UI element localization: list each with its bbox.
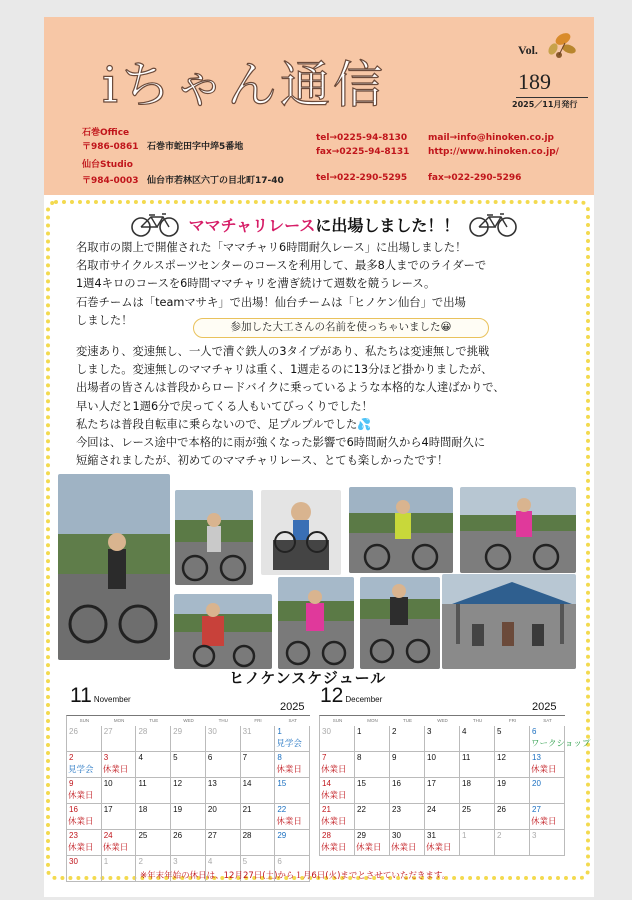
calendar-day-cell (206, 830, 241, 856)
calendar-day-cell (136, 778, 171, 804)
calendar-day-cell (425, 830, 460, 856)
calendar-day-cell (320, 778, 355, 804)
day-number: 14 (242, 779, 252, 788)
day-event: 休業日 (391, 843, 417, 853)
day-number: 30 (392, 831, 401, 840)
calendar-week-row (67, 830, 310, 856)
calendar-day-cell (171, 726, 206, 752)
calendar-day-cell (275, 830, 310, 856)
vol-label: Vol. (518, 43, 538, 57)
calendar-day-cell (460, 778, 495, 804)
calendar-day-cell (67, 778, 102, 804)
calendar-day-cell (136, 830, 171, 856)
day-number: 6 (207, 753, 213, 762)
day-number: 9 (69, 779, 74, 788)
calendar-day-cell (136, 726, 171, 752)
calendar-day-cell (67, 804, 102, 830)
calendar-day-cell (67, 856, 102, 882)
day-number: 10 (427, 753, 436, 762)
calendar-day-cell (425, 752, 460, 778)
day-number: 5 (173, 753, 178, 762)
calendar-day-cell (495, 830, 530, 856)
headline-text (189, 213, 460, 236)
day-number: 1 (103, 857, 109, 866)
sendai-studio-label: 仙台Studio (82, 160, 133, 170)
weekday-label: WED (437, 718, 448, 723)
calendar-day-cell (390, 726, 425, 752)
calendar-day-cell (460, 726, 495, 752)
day-number: 13 (532, 753, 541, 762)
day-number: 19 (497, 779, 506, 788)
ishinomaki-tel: tel→0225-94-8130 (316, 133, 408, 143)
day-number: 30 (207, 727, 217, 736)
calendar-day-cell (355, 752, 390, 778)
paragraph-line: 石巻チームは「teamマサキ」で出場！仙台チームは「ヒノケン仙台」で出場 (76, 295, 466, 309)
calendar-day-cell (241, 726, 276, 752)
ishinomaki-office-label: 石巻Office (82, 128, 130, 138)
calendar-day-cell (275, 804, 310, 830)
calendar-day-cell (320, 830, 355, 856)
calendar-day-cell (355, 726, 390, 752)
day-number: 16 (392, 779, 401, 788)
calendar-day-cell (67, 752, 102, 778)
day-number: 28 (322, 831, 331, 840)
calendar-day-cell (355, 778, 390, 804)
race-photo-1 (58, 474, 170, 660)
bicycle-icon (467, 211, 519, 237)
calendar-day-cell (275, 778, 310, 804)
day-number: 18 (462, 779, 471, 788)
day-number: 26 (173, 831, 183, 840)
calendar-day-cell (320, 752, 355, 778)
calendar-day-cell (102, 830, 137, 856)
calendar-day-cell (425, 804, 460, 830)
weekday-label: SUN (79, 718, 90, 723)
day-event: 休業日 (68, 843, 94, 853)
paragraph-line: 名取市の閖上で開催された「ママチャリ6時間耐久レース」に出場しました！ (76, 241, 467, 254)
weekday-label: THU (472, 718, 483, 723)
weekday-header (67, 716, 310, 726)
calendar-day-cell (241, 830, 276, 856)
calendar-day-cell (495, 726, 530, 752)
paragraph-line: 今回は、レース途中で本格的に雨が強くなった影響で6時間耐久から4時間耐久に (76, 436, 486, 450)
day-number: 28 (138, 727, 148, 736)
calendar-week-row (320, 726, 591, 752)
race-photo-4 (349, 487, 453, 573)
november-number: 11 (70, 684, 92, 707)
calendar-day-cell (171, 830, 206, 856)
race-photo-2 (175, 490, 253, 585)
article-paragraph-1 (76, 239, 486, 330)
day-event: 休業日 (102, 765, 129, 775)
day-number: 20 (532, 779, 541, 788)
day-number: 4 (138, 753, 143, 762)
day-number: 21 (242, 805, 252, 814)
day-number: 19 (173, 805, 183, 814)
november-year: 2025 (280, 701, 305, 713)
calendar-day-cell (241, 778, 276, 804)
calendar-day-cell (495, 752, 530, 778)
day-number: 13 (207, 779, 217, 788)
day-event: 休業日 (321, 843, 347, 853)
calendar-day-cell (206, 804, 241, 830)
day-number: 11 (138, 779, 147, 788)
vol-divider (516, 97, 588, 98)
newsletter-header (44, 17, 594, 195)
calendar-day-cell (355, 804, 390, 830)
november-name: November (93, 695, 131, 704)
day-event: 休業日 (321, 817, 347, 827)
weekday-label: WED (183, 718, 194, 723)
day-number: 24 (103, 831, 113, 840)
calendar-day-cell (530, 804, 565, 830)
day-number: 1 (277, 727, 282, 736)
sendai-address: 仙台市若林区六丁の目北町17-40 (147, 176, 284, 186)
sendai-tel: tel→022-290-5295 (316, 173, 408, 183)
day-event: 休業日 (102, 843, 129, 853)
day-number: 29 (277, 831, 287, 840)
paragraph-line: しました。変速無しのママチャリは重く、1週走るのに13分ほど掛かりましたが、 (76, 363, 493, 377)
newsletter-page (44, 17, 594, 897)
day-number: 10 (103, 779, 113, 788)
calendar-day-cell (320, 726, 355, 752)
day-number: 3 (173, 857, 178, 866)
calendar-week-row (320, 830, 565, 856)
november-heading (70, 684, 131, 708)
speech-bubble: 参加した大工さんの名前を使っちゃいました😀 (193, 318, 489, 338)
day-number: 2 (138, 857, 143, 866)
day-event: 休業日 (321, 765, 347, 775)
day-number: 26 (497, 805, 506, 814)
calendar-day-cell (275, 726, 310, 752)
weekday-label: SAT (288, 718, 297, 723)
email-link[interactable]: mail→info@hinoken.co.jp (428, 133, 554, 143)
day-number: 17 (427, 779, 436, 788)
race-photo-9 (442, 574, 576, 669)
december-calendar (319, 715, 591, 856)
day-number: 20 (207, 805, 217, 814)
paragraph-line: 1週4キロのコースを6時間ママチャリを漕ぎ続けて週数を競うレース。 (76, 277, 436, 291)
day-number: 30 (69, 857, 78, 866)
calendar-day-cell (206, 778, 241, 804)
sendai-postal: 〒984-0003 (82, 176, 139, 186)
day-number: 9 (392, 753, 397, 762)
weekday-label: MON (367, 718, 378, 723)
weekday-label: SUN (332, 718, 343, 723)
day-number: 3 (532, 831, 537, 840)
calendar-day-cell (102, 804, 137, 830)
paragraph-line: 私たちは普段自転車に乗らないので、足プルプルでした💦 (76, 417, 372, 431)
day-number: 1 (462, 831, 467, 840)
day-event: 休業日 (276, 765, 302, 775)
day-number: 22 (277, 805, 287, 814)
day-event: 見学会 (68, 765, 94, 775)
paragraph-line: 変速あり、変速無し、一人で漕ぐ鉄人の3タイプがあり、私たちは変速無しで挑戦 (76, 345, 490, 358)
day-number: 2 (69, 753, 74, 762)
calendar-day-cell (460, 804, 495, 830)
paragraph-line: 早い人だと1週6分で戻ってくる人もいてびっくりでした！ (76, 399, 373, 413)
day-number: 24 (427, 805, 436, 814)
day-number: 4 (462, 727, 467, 736)
calendar-week-row (320, 778, 565, 804)
calendar-day-cell (136, 752, 171, 778)
day-number: 6 (277, 857, 282, 866)
day-number: 12 (497, 753, 506, 762)
day-number: 16 (69, 805, 78, 814)
december-name: December (345, 695, 383, 704)
day-number: 18 (138, 805, 148, 814)
day-number: 30 (322, 727, 331, 736)
weekday-label: TUE (149, 718, 159, 723)
december-year: 2025 (532, 701, 557, 713)
article-headline (84, 211, 564, 237)
race-photo-8 (360, 577, 440, 669)
calendar-week-row (67, 804, 310, 830)
calendar-day-cell (136, 804, 171, 830)
calendar-day-cell (495, 804, 530, 830)
calendar-day-cell (102, 752, 137, 778)
weekday-label: TUE (403, 718, 412, 723)
day-number: 8 (357, 753, 362, 762)
day-number: 31 (242, 727, 252, 736)
calendar-week-row (320, 752, 565, 778)
day-number: 2 (392, 727, 397, 736)
weekday-label: FRI (508, 718, 517, 723)
paragraph-line: 出場者の皆さんは普段からロードバイクに乗っているような本格的な人達ばかりで、 (76, 381, 505, 395)
day-number: 27 (103, 727, 113, 736)
calendar-day-cell (102, 778, 137, 804)
day-number: 3 (103, 753, 109, 762)
calendar-day-cell (241, 804, 276, 830)
calendar-day-cell (390, 830, 425, 856)
calendar-day-cell (171, 804, 206, 830)
day-number: 26 (69, 727, 78, 736)
ishinomaki-fax: fax→0225-94-8131 (316, 147, 410, 157)
calendar-day-cell (390, 752, 425, 778)
day-number: 15 (277, 779, 287, 788)
calendar-day-cell (241, 752, 276, 778)
headline-highlight: ママチャリレース (188, 215, 316, 235)
calendar-day-cell (390, 778, 425, 804)
calendar-day-cell (530, 726, 591, 752)
calendar-day-cell (390, 804, 425, 830)
day-event: 休業日 (68, 817, 94, 827)
calendar-day-cell (171, 778, 206, 804)
calendar-day-cell (495, 778, 530, 804)
autumn-leaves-icon (539, 25, 579, 65)
calendar-week-row (67, 726, 310, 752)
weekday-header (320, 716, 565, 726)
day-number: 7 (322, 753, 327, 762)
day-number: 4 (207, 857, 213, 866)
day-number: 14 (322, 779, 331, 788)
weekday-label: THU (218, 718, 228, 723)
day-number: 7 (242, 753, 248, 762)
weekday-label: FRI (254, 718, 262, 723)
calendar-day-cell (206, 726, 241, 752)
day-number: 17 (103, 805, 113, 814)
calendar-day-cell (530, 752, 565, 778)
race-photo-7 (278, 577, 354, 669)
day-event: 休業日 (321, 791, 347, 801)
ishinomaki-address: 石巻市蛇田字中埣5番地 (147, 142, 244, 152)
calendar-day-cell (275, 752, 310, 778)
day-number: 27 (207, 831, 217, 840)
paragraph-line: 名取市サイクルスポーツセンターのコースを利用して、最多8人までのライダーで (76, 259, 487, 273)
day-number: 6 (532, 727, 537, 736)
day-number: 23 (69, 831, 78, 840)
calendar-day-cell (425, 778, 460, 804)
december-heading (320, 684, 382, 708)
paragraph-line: しました！ (76, 313, 133, 327)
calendar-day-cell (102, 726, 137, 752)
paragraph-line: 短縮されましたが、初めてのママチャリレース、とても楽しかったです！ (76, 454, 449, 468)
day-event: 休業日 (531, 765, 557, 775)
issue-date: 2025／11月発行 (512, 100, 578, 109)
day-event: 休業日 (276, 817, 302, 827)
day-number: 11 (462, 753, 471, 762)
november-calendar (66, 715, 310, 882)
newsletter-title: iちゃん通信 (102, 56, 386, 114)
day-event: 休業日 (531, 817, 557, 827)
weekday-label: SAT (543, 718, 552, 723)
day-number: 25 (462, 805, 471, 814)
race-photo-5 (460, 487, 576, 573)
weekday-label: MON (113, 718, 125, 723)
calendar-week-row (67, 778, 310, 804)
day-number: 22 (357, 805, 366, 814)
day-number: 3 (427, 727, 432, 736)
calendar-day-cell (530, 778, 565, 804)
calendar-day-cell (460, 830, 495, 856)
calendar-day-cell (460, 752, 495, 778)
day-number: 27 (532, 805, 541, 814)
day-number: 23 (392, 805, 401, 814)
day-number: 2 (497, 831, 502, 840)
ishinomaki-postal: 〒986-0861 (82, 142, 139, 152)
day-event: 見学会 (276, 739, 302, 749)
day-event: 休業日 (68, 791, 94, 801)
calendar-day-cell (425, 726, 460, 752)
day-number: 25 (138, 831, 148, 840)
day-number: 5 (497, 727, 502, 736)
vol-number: 189 (518, 69, 551, 94)
day-number: 8 (277, 753, 282, 762)
day-number: 15 (357, 779, 366, 788)
calendar-day-cell (320, 804, 355, 830)
day-event: 休業日 (426, 843, 452, 853)
race-photo-6 (174, 594, 272, 669)
calendar-week-row (67, 752, 310, 778)
day-number: 28 (242, 831, 252, 840)
calendar-day-cell (206, 752, 241, 778)
day-number: 29 (173, 727, 183, 736)
article-paragraph-2 (76, 343, 505, 470)
day-number: 12 (173, 779, 183, 788)
calendar-day-cell (102, 856, 137, 882)
day-number: 21 (322, 805, 331, 814)
calendar-week-row (320, 804, 565, 830)
race-photo-3 (261, 490, 341, 575)
website-link[interactable]: http://www.hinoken.co.jp/ (428, 147, 559, 157)
day-number: 1 (357, 727, 362, 736)
day-number: 31 (427, 831, 436, 840)
schedule-title: ヒノケンスケジュール (229, 669, 387, 687)
sendai-fax: fax→022-290-5296 (428, 173, 522, 183)
day-number: 29 (357, 831, 366, 840)
calendar-day-cell (355, 830, 390, 856)
calendar-day-cell (67, 726, 102, 752)
bicycle-icon (129, 211, 181, 237)
day-number: 5 (242, 857, 248, 866)
calendar-day-cell (67, 830, 102, 856)
calendar-day-cell (171, 752, 206, 778)
december-number: 12 (320, 684, 344, 707)
headline-rest: に出場しました！！ (315, 215, 460, 235)
day-event: ワークショップ (531, 739, 591, 749)
day-event: 休業日 (356, 843, 382, 853)
calendar-day-cell (530, 830, 565, 856)
holiday-note: ※年末年始の休日は、12月27日(土)から１月6日(火)までとさせていただきます。 (140, 871, 451, 881)
